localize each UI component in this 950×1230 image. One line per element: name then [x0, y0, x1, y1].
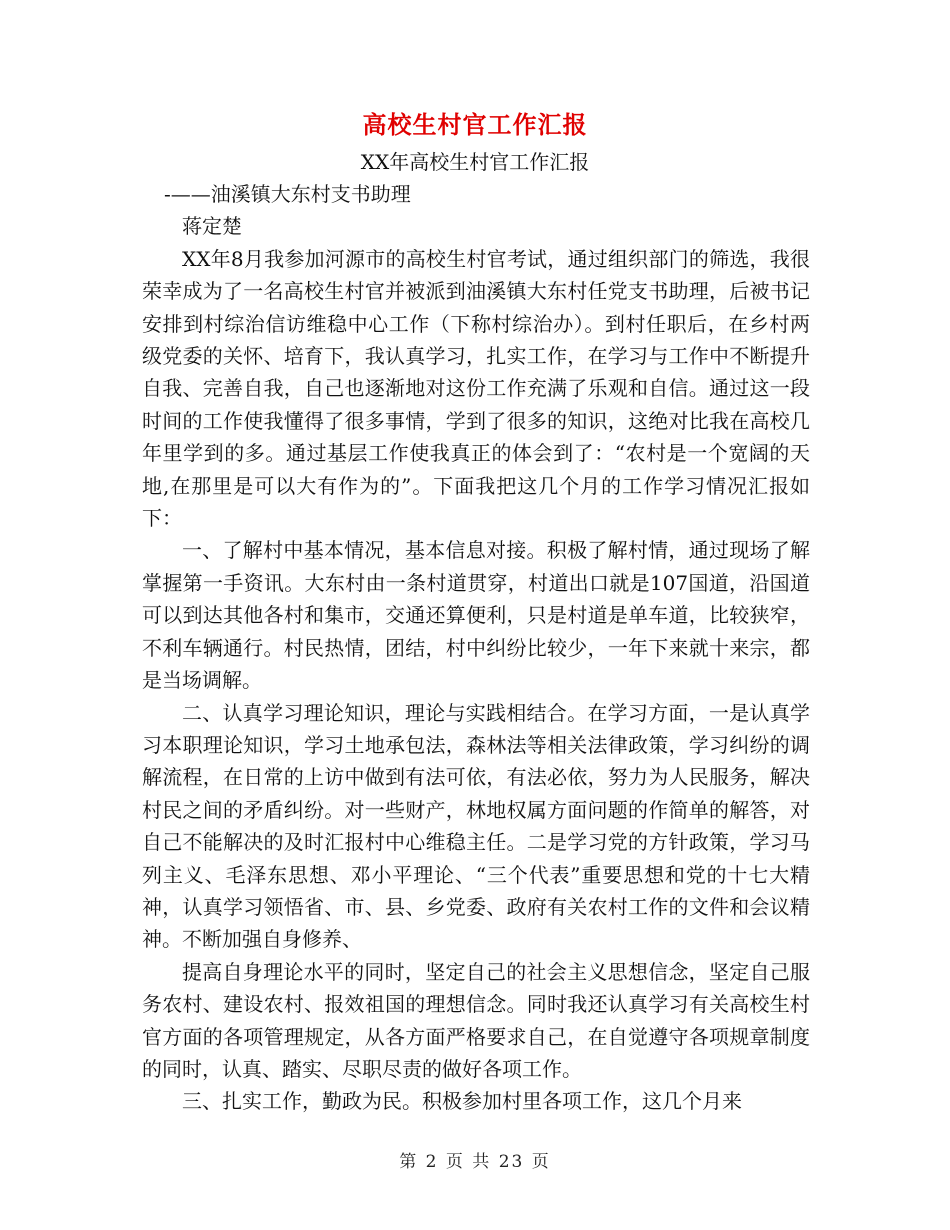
- document-subtitle: XX年高校生村官工作汇报: [360, 150, 590, 174]
- author-name: 蒋定楚: [182, 214, 242, 239]
- page-number: 第 2 页 共 23 页: [399, 1152, 551, 1172]
- paragraph: XX年8月我参加河源市的高校生村官考试，通过组织部门的筛选，我很荣幸成为了一名高校生村官并被派到油溪镇大东村任党支书助理，后被书记安排到村综治信访维稳中心工作（下称村综治办）。到村任职后，在乡村两级党委的关怀、培育下，我认真学习，扎实工作，在学习与工作中不断提升自我、完善自我，自己也逐渐地对这份工作充满了乐观和自信。通过这一段时间的工作使我懂得了很多事情，学到了很多的知识，这绝对比我在高校几年里学到的多。通过基层工作使我真正的体会到了：“农村是一个宽阔的天地,在那里是可以大有作为的”。下面我把这几个月的工作学习情况汇报如下：: [142, 246, 810, 531]
- author-line: -——油溪镇大东村支书助理: [164, 182, 411, 206]
- paragraph: 二、认真学习理论知识，理论与实践相结合。在学习方面，一是认真学习本职理论知识，学习土地承包法，森林法等相关法律政策，学习纠纷的调解流程，在日常的上访中做到有法可依，有法必依，努力为人民服务，解决村民之间的矛盾纠纷。对一些财产，林地权属方面问题的作简单的解答，对自己不能解决的及时汇报村中心维稳主任。二是学习党的方针政策，学习马列主义、毛泽东思想、邓小平理论、“三个代表”重要思想和党的十七大精神，认真学习领悟省、市、县、乡党委、政府有关农村工作的文件和会议精神。不断加强自身修养、: [142, 700, 810, 952]
- document-body: [142, 178, 810, 1118]
- document-title: 高校生村官工作汇报: [362, 110, 588, 139]
- paragraph: 提高自身理论水平的同时，坚定自己的社会主义思想信念，坚定自己服务农村、建设农村、报效祖国的理想信念。同时我还认真学习有关高校生村官方面的各项管理规定，从各方面严格要求自己，在自觉遵守各项规章制度的同时，认真、踏实、尽职尽责的做好各项工作。: [142, 959, 810, 1081]
- paragraph: 一、了解村中基本情况，基本信息对接。积极了解村情，通过现场了解掌握第一手资讯。大东村由一条村道贯穿，村道出口就是107国道，沿国道可以到达其他各村和集市，交通还算便利，只是村道是单车道，比较狭窄，不利车辆通行。村民热情，团结，村中纠纷比较少，一年下来就十来宗，都是当场调解。: [142, 538, 810, 693]
- paragraph: 三、扎实工作，勤政为民。积极参加村里各项工作，这几个月来: [182, 1089, 742, 1114]
